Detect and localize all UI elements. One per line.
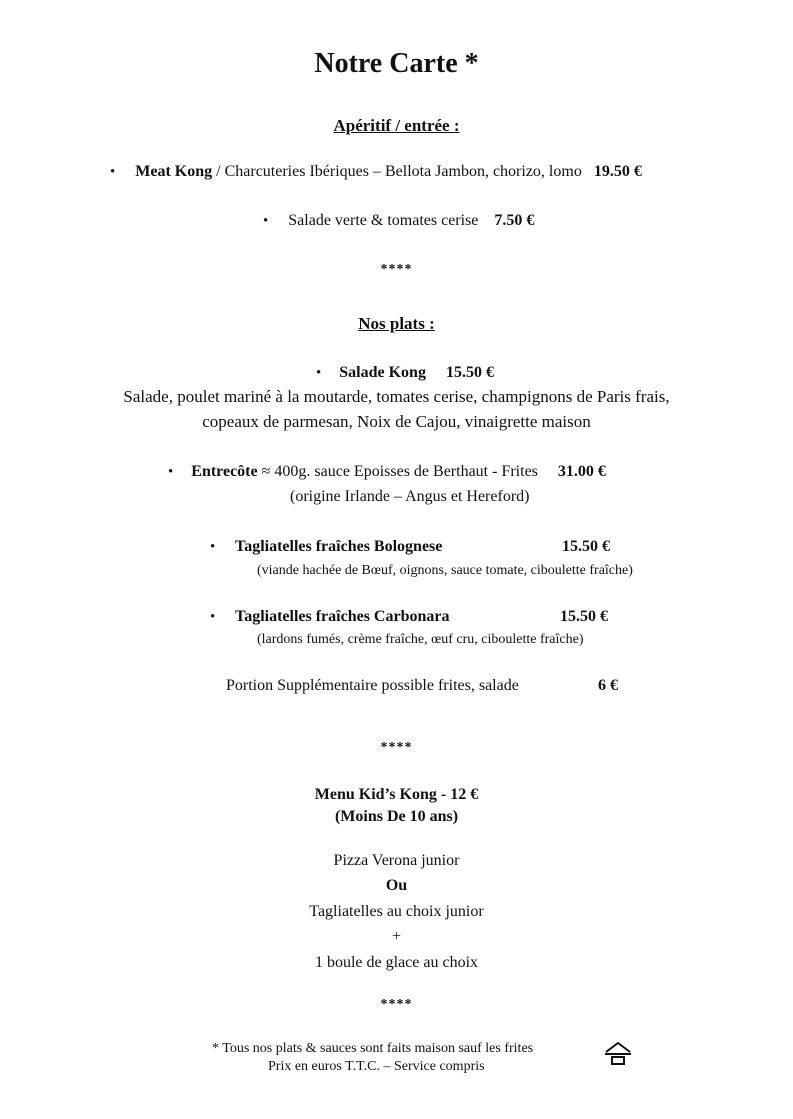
item-price: 15.50 € bbox=[560, 608, 608, 625]
kids-option: Tagliatelles au choix junior bbox=[309, 903, 484, 920]
item-name: Tagliatelles fraîches Bolognese bbox=[234, 538, 443, 555]
separator: **** bbox=[380, 262, 413, 277]
item-description-line: Salade, poulet mariné à la moutarde, tomates cerise, champignons de Paris frais, bbox=[123, 387, 670, 406]
item-price: 7.50 € bbox=[494, 212, 535, 229]
item-name: Tagliatelles fraîches Carbonara bbox=[234, 608, 450, 625]
bullet-icon: • bbox=[210, 609, 216, 625]
item-name: Entrecôte bbox=[191, 463, 258, 480]
house-icon bbox=[603, 1040, 633, 1066]
separator: **** bbox=[380, 740, 413, 755]
kids-or: Ou bbox=[385, 877, 408, 894]
menu-item-meat-kong bbox=[110, 163, 642, 181]
separator: **** bbox=[380, 997, 413, 1012]
item-description: / Charcuteries Ibériques – Bellota Jambon, chorizo, lomo bbox=[212, 163, 582, 180]
item-description-line: copeaux de parmesan, Noix de Cajou, vinaigrette maison bbox=[202, 412, 591, 431]
item-origin: (origine Irlande – Angus et Hereford) bbox=[290, 488, 530, 505]
item-price: 15.50 € bbox=[562, 538, 610, 555]
item-price: 19.50 € bbox=[593, 163, 642, 180]
item-description: (viande hachée de Bœuf, oignons, sauce tomate, ciboulette fraîche) bbox=[257, 563, 633, 578]
item-description: (lardons fumés, crème fraîche, œuf cru, ciboulette fraîche) bbox=[257, 632, 584, 647]
bullet-icon: • bbox=[210, 539, 216, 555]
kids-plus: + bbox=[391, 928, 402, 945]
item-price: 15.50 € bbox=[445, 364, 494, 381]
item-name: Salade verte & tomates cerise bbox=[288, 212, 479, 229]
menu-item-entrecote bbox=[168, 463, 606, 481]
footer-prices: Prix en euros T.T.C. – Service compris bbox=[268, 1059, 485, 1074]
section-heading-plats: Nos plats : bbox=[358, 314, 435, 333]
section-heading-aperitif: Apéritif / entrée : bbox=[333, 116, 460, 135]
menu-item-carbonara bbox=[210, 608, 449, 626]
kids-option: 1 boule de glace au choix bbox=[314, 954, 479, 971]
supplement-text: Portion Supplémentaire possible frites, salade bbox=[226, 677, 519, 694]
kids-option: Pizza Verona junior bbox=[333, 852, 460, 869]
item-description: ≈ 400g. sauce Epoisses de Berthaut - Frites bbox=[257, 463, 538, 480]
footer-note: * Tous nos plats & sauces sont faits maison sauf les frites bbox=[212, 1041, 534, 1056]
item-price: 31.00 € bbox=[557, 463, 606, 480]
item-name: Salade Kong bbox=[339, 364, 426, 381]
bullet-icon: • bbox=[263, 213, 269, 229]
item-name: Meat Kong bbox=[135, 163, 213, 180]
menu-item-salade-verte bbox=[263, 212, 534, 230]
bullet-icon: • bbox=[316, 365, 322, 381]
kids-menu-title: Menu Kid’s Kong - 12 € bbox=[314, 786, 479, 803]
bullet-icon: • bbox=[110, 164, 116, 180]
kids-menu-subtitle: (Moins De 10 ans) bbox=[334, 808, 459, 825]
menu-title: Notre Carte * bbox=[314, 48, 479, 79]
menu-item-salade-kong bbox=[316, 364, 494, 382]
menu-item-bolognese bbox=[210, 538, 442, 556]
supplement-price: 6 € bbox=[598, 677, 618, 694]
bullet-icon: • bbox=[168, 464, 174, 480]
